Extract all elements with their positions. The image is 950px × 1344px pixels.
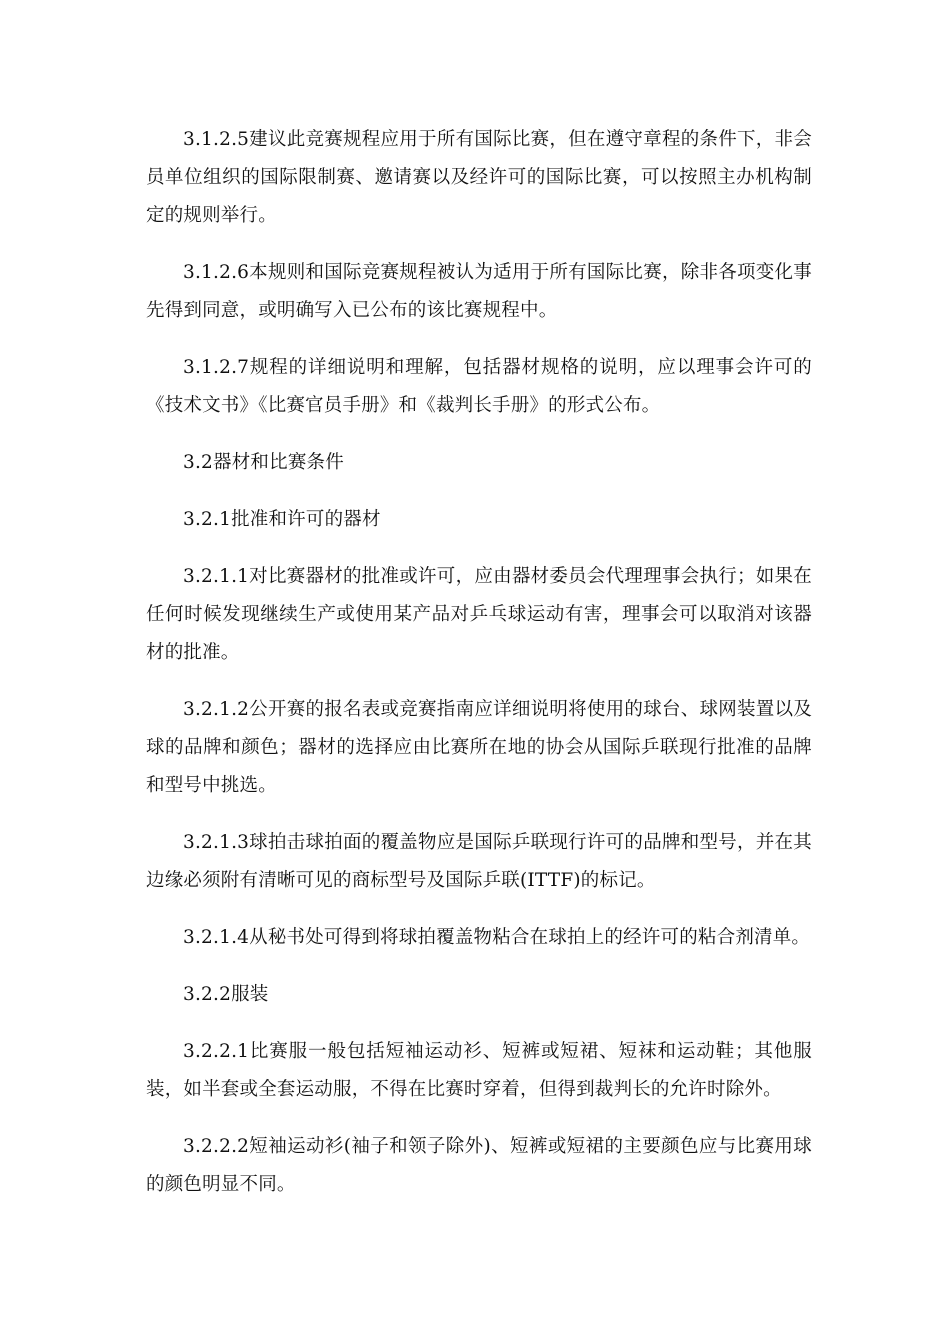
paragraph-3-2-1-1: 3.2.1.1对比赛器材的批准或许可，应由器材委员会代理理事会执行；如果在任何时候发现继续生产或使用某产品对乒乓球运动有害，理事会可以取消对该器材的批准。 [146,566,812,663]
section-heading-3-2-2: 3.2.2服装 [183,984,269,1005]
paragraph-3-2-2-2: 3.2.2.2短袖运动衫(袖子和领子除外)、短裤或短裙的主要颜色应与比赛用球的颜色明显不同。 [146,1136,812,1195]
paragraph-3-2-1-2: 3.2.1.2公开赛的报名表或竞赛指南应详细说明将使用的球台、球网装置以及球的品牌和颜色；器材的选择应由比赛所在地的协会从国际乒联现行批准的品牌和型号中挑选。 [146,699,812,796]
paragraph-3-2-1-4: 3.2.1.4从秘书处可得到将球拍覆盖物粘合在球拍上的经许可的粘合剂清单。 [183,927,811,948]
section-heading-3-2: 3.2器材和比赛条件 [183,452,344,473]
document-body [146,121,812,1223]
paragraph-3-1-2-6: 3.1.2.6本规则和国际竞赛规程被认为适用于所有国际比赛，除非各项变化事先得到同意，或明确写入已公布的该比赛规程中。 [146,262,812,321]
paragraph-3-2-1-3: 3.2.1.3球拍击球拍面的覆盖物应是国际乒联现行许可的品牌和型号，并在其边缘必须附有清晰可见的商标型号及国际乒联(ITTF)的标记。 [146,832,812,891]
paragraph-3-1-2-5: 3.1.2.5建议此竞赛规程应用于所有国际比赛，但在遵守章程的条件下，非会员单位组织的国际限制赛、邀请赛以及经许可的国际比赛，可以按照主办机构制定的规则举行。 [146,129,812,226]
paragraph-3-2-2-1: 3.2.2.1比赛服一般包括短袖运动衫、短裤或短裙、短袜和运动鞋；其他服装，如半套或全套运动服，不得在比赛时穿着，但得到裁判长的允许时除外。 [146,1041,812,1100]
paragraph-3-1-2-7: 3.1.2.7规程的详细说明和理解，包括器材规格的说明，应以理事会许可的《技术文书》《比赛官员手册》和《裁判长手册》的形式公布。 [146,357,812,416]
section-heading-3-2-1: 3.2.1批准和许可的器材 [183,509,381,530]
